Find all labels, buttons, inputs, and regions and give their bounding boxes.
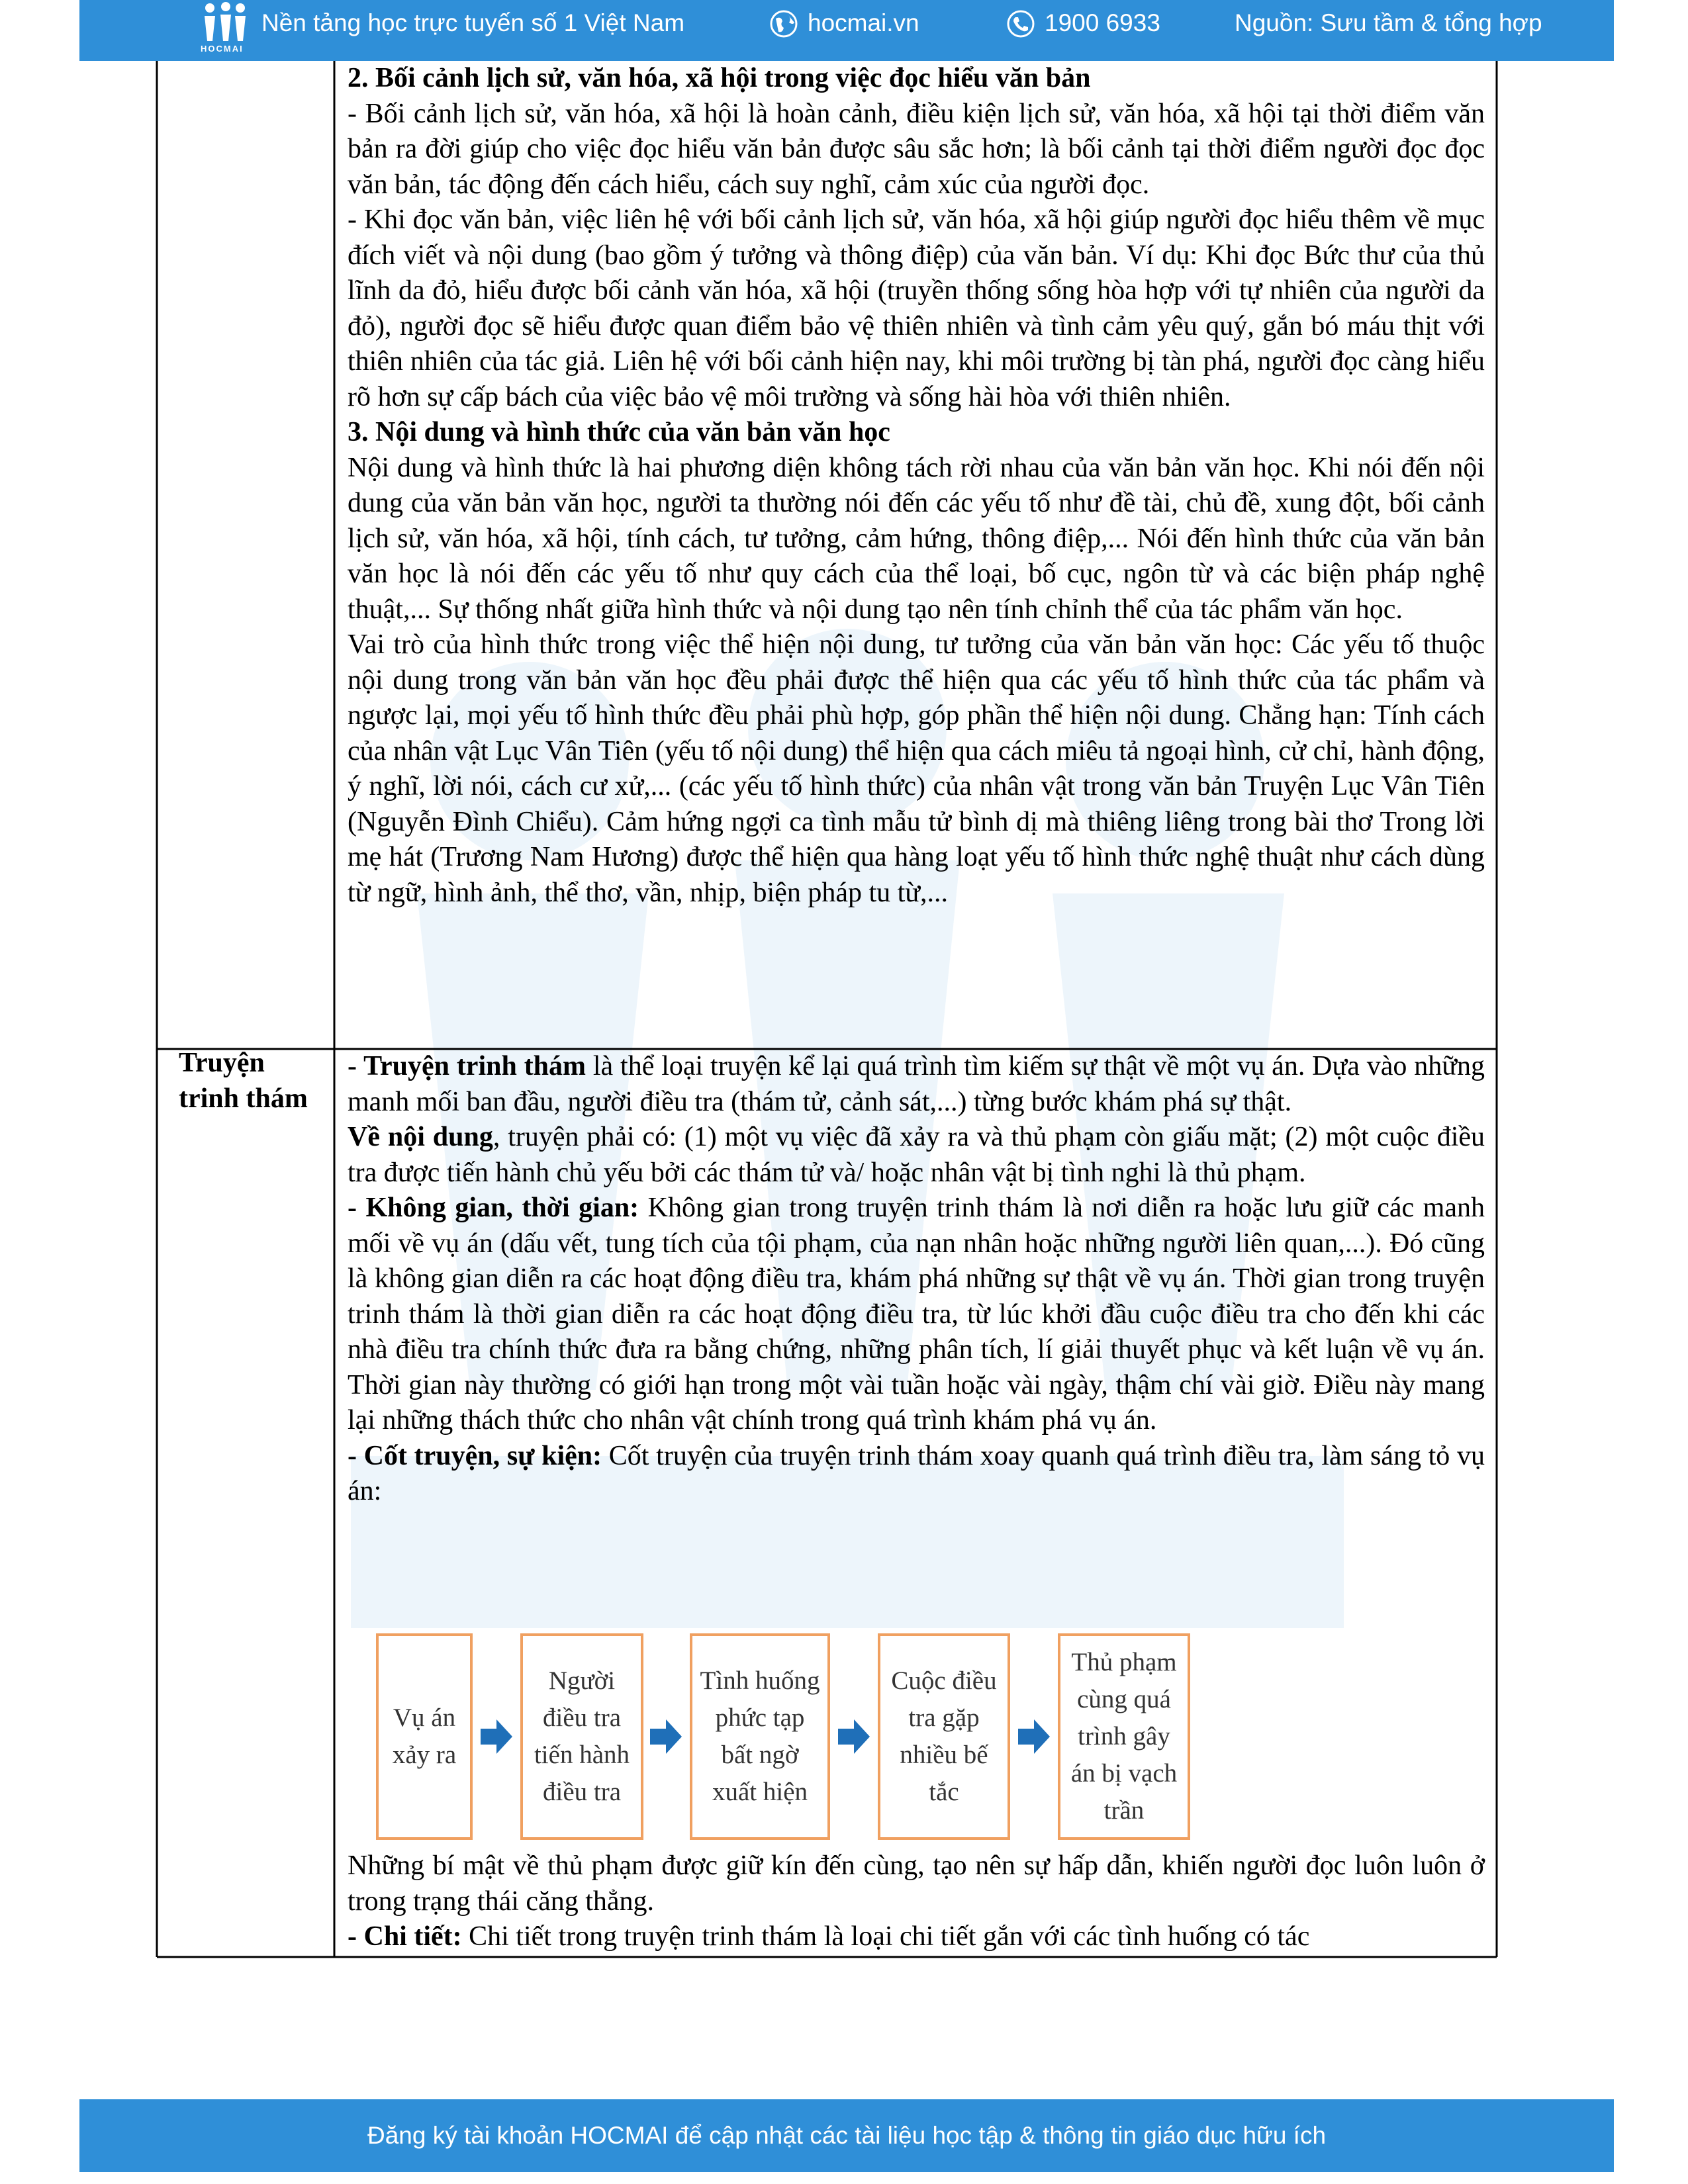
lower-cell-content [348, 1049, 1485, 1510]
space-time-text: Không gian trong truyện trinh thám là nơi diễn ra hoặc lưu giữ các manh mối về vụ án (dấu vết, tung tích của tội phạm, của nạn nhân hoặc những người liên quan,...). Đó cũng là không gian diễn ra các hoạt động điều tra, khám phá những sự thật về vụ án. Thời gian trong truyện trinh thám là thời gian diễn ra các hoạt động điều tra, từ lúc khởi đầu cuộc điều tra cho đến khi các nhà điều tra chính thức đưa ra bằng chứng, những phân tích, lí giải thuyết phục và kết luận về vụ án. Thời gian này thường có giới hạn trong một vài tuần hoặc vài ngày, thậm chí vài giờ. Điều này mang lại những thách thức cho nhân vật chính trong quá trình khám phá vụ án. [348, 1193, 1485, 1435]
genre-label: Truyện trinh thám [179, 1048, 308, 1114]
arrow-right-icon [1018, 1719, 1050, 1754]
arrow-right-icon [481, 1719, 512, 1754]
content-text: , truyện phải có: (1) một vụ việc đã xảy ra và thủ phạm còn giấu mặt; (2) một cuộc điều tra được tiến hành chủ yếu bởi các thám tử và/ hoặc nhân vật bị tình nghi là thủ phạm. [348, 1122, 1485, 1188]
detail-text: Chi tiết trong truyện trinh thám là loại chi tiết gắn với các tình huống có tác [461, 1921, 1310, 1952]
content-term: Về nội dung [348, 1122, 493, 1152]
website-link[interactable]: hocmai.vn [808, 9, 919, 36]
tagline: Nền tảng học trực tuyến số 1 Việt Nam [261, 9, 685, 36]
definition-term: - Truyện trinh thám [348, 1051, 586, 1081]
section2-paragraph-2: - Khi đọc văn bản, việc liên hệ với bối cảnh lịch sử, văn hóa, xã hội giúp người đọc hiểu thêm về mục đích viết và nội dung (bao gồm ý tưởng và thông điệp) của văn bản. Ví dụ: Khi đọc Bức thư của thủ lĩnh da đỏ, hiểu được bối cảnh văn hóa, xã hội (truyền thống sống hòa hợp với tự nhiên của người da đỏ), người đọc sẽ hiểu được quan điểm bảo vệ thiên nhiên và tình cảm yêu quý, gắn bó máu thịt với thiên nhiên của tác giả. Liên hệ với bối cảnh hiện nay, khi môi trường bị tàn phá, người đọc càng hiểu rõ hơn sự cấp bách của việc bảo vệ môi trường và sống hài hòa với thiên nhiên. [348, 205, 1485, 412]
upper-cell-content [348, 61, 1485, 911]
flow-step-2: Người điều tra tiến hành điều tra [520, 1633, 643, 1840]
definition-text: là thể loại truyện kể lại quá trình tìm kiếm sự thật về một vụ án. Dựa vào những manh mối ban đầu, người điều tra (thám tử, cảnh sát,...) từng bước khám phá sự thật. [348, 1051, 1485, 1117]
flow-step-4: Cuộc điều tra gặp nhiều bế tắc [878, 1633, 1010, 1840]
space-time-term: - Không gian, thời gian: [348, 1193, 639, 1223]
hotline[interactable]: 1900 6933 [1045, 9, 1160, 36]
secret-paragraph: Những bí mật về thủ phạm được giữ kín đến cùng, tạo nên sự hấp dẫn, khiến người đọc luôn luôn ở trong trạng thái căng thẳng. [348, 1850, 1485, 1917]
section3-paragraph-1: Nội dung và hình thức là hai phương diện không tách rời nhau của văn bản văn học. Khi nói đến nội dung của văn bản văn học, người ta thường nói đến các yếu tố như đề tài, chủ đề, xung đột, bối cảnh lịch sử, văn hóa, xã hội, tính cách, tư tưởng, cảm hứng, thông điệp,... Nói đến hình thức của văn bản văn học là nói đến các yếu tố như quy cách của thể loại, bố cục, ngôn từ và các biện pháp nghệ thuật,... Sự thống nhất giữa hình thức và nội dung tạo nên tính chỉnh thể của tác phẩm văn học. [348, 452, 1485, 625]
lower-cell-continued [348, 1848, 1485, 1955]
brand-text: HOCMAI [201, 44, 244, 54]
detail-term: - Chi tiết: [348, 1921, 462, 1952]
arrow-right-icon [838, 1719, 870, 1754]
plot-text: Cốt truyện của truyện trinh thám xoay quanh quá trình điều tra, làm sáng tỏ vụ án: [348, 1440, 1485, 1506]
flow-step-1: Vụ án xảy ra [376, 1633, 473, 1840]
footer-text[interactable]: Đăng ký tài khoản HOCMAI để cập nhật các tài liệu học tập & thông tin giáo dục hữu ích [367, 2122, 1327, 2149]
plot-term: - Cốt truyện, sự kiện: [348, 1440, 602, 1471]
section3-heading: 3. Nội dung và hình thức của văn bản văn học [348, 417, 890, 447]
section3-paragraph-2: Vai trò của hình thức trong việc thể hiện nội dung, tư tưởng của văn bản văn học: Các yếu tố thuộc nội dung trong văn bản văn học đều phải được thể hiện qua các yếu tố hình thức của tác phẩm và ngược lại, mọi yếu tố hình thức đều phải phù hợp, góp phần thể hiện nội dung. Chẳng hạn: Tính cách của nhân vật Lục Vân Tiên (yếu tố nội dung) thể hiện qua cách miêu tả ngoại hình, cử chỉ, hành động, ý nghĩ, lời nói, cách cư xử,... (các yếu tố hình thức) của nhân vật trong văn bản Truyện Lục Vân Tiên (Nguyễn Đình Chiểu). Cảm hứng ngợi ca tình mẫu tử bình dị mà thiêng liêng trong bài thơ Trong lời mẹ hát (Trương Nam Hương) được thể hiện qua hàng loạt yếu tố hình thức nghệ thuật như cách dùng từ ngữ, hình ảnh, thể thơ, vần, nhịp, biện pháp tu từ,... [348, 629, 1485, 908]
flow-step-5: Thủ phạm cùng quá trình gây án bị vạch trần [1058, 1633, 1190, 1840]
source-note: Nguồn: Sưu tầm & tổng hợp [1235, 9, 1542, 36]
plot-flow-diagram [376, 1633, 1237, 1843]
footer-bar[interactable] [79, 2099, 1614, 2172]
arrow-right-icon [650, 1719, 682, 1754]
section2-heading: 2. Bối cảnh lịch sử, văn hóa, xã hội trong việc đọc hiểu văn bản [348, 63, 1091, 93]
flow-step-3: Tình huống phức tạp bất ngờ xuất hiện [690, 1633, 830, 1840]
section2-paragraph-1: - Bối cảnh lịch sử, văn hóa, xã hội là hoàn cảnh, điều kiện lịch sử, văn hóa, xã hội tại thời điểm văn bản ra đời giúp cho việc đọc hiểu văn bản được sâu sắc hơn; là bối cảnh tại thời điểm người đọc đọc văn bản, tác động đến cách hiểu, cách suy nghĩ, cảm xúc của người đọc. [348, 98, 1485, 200]
